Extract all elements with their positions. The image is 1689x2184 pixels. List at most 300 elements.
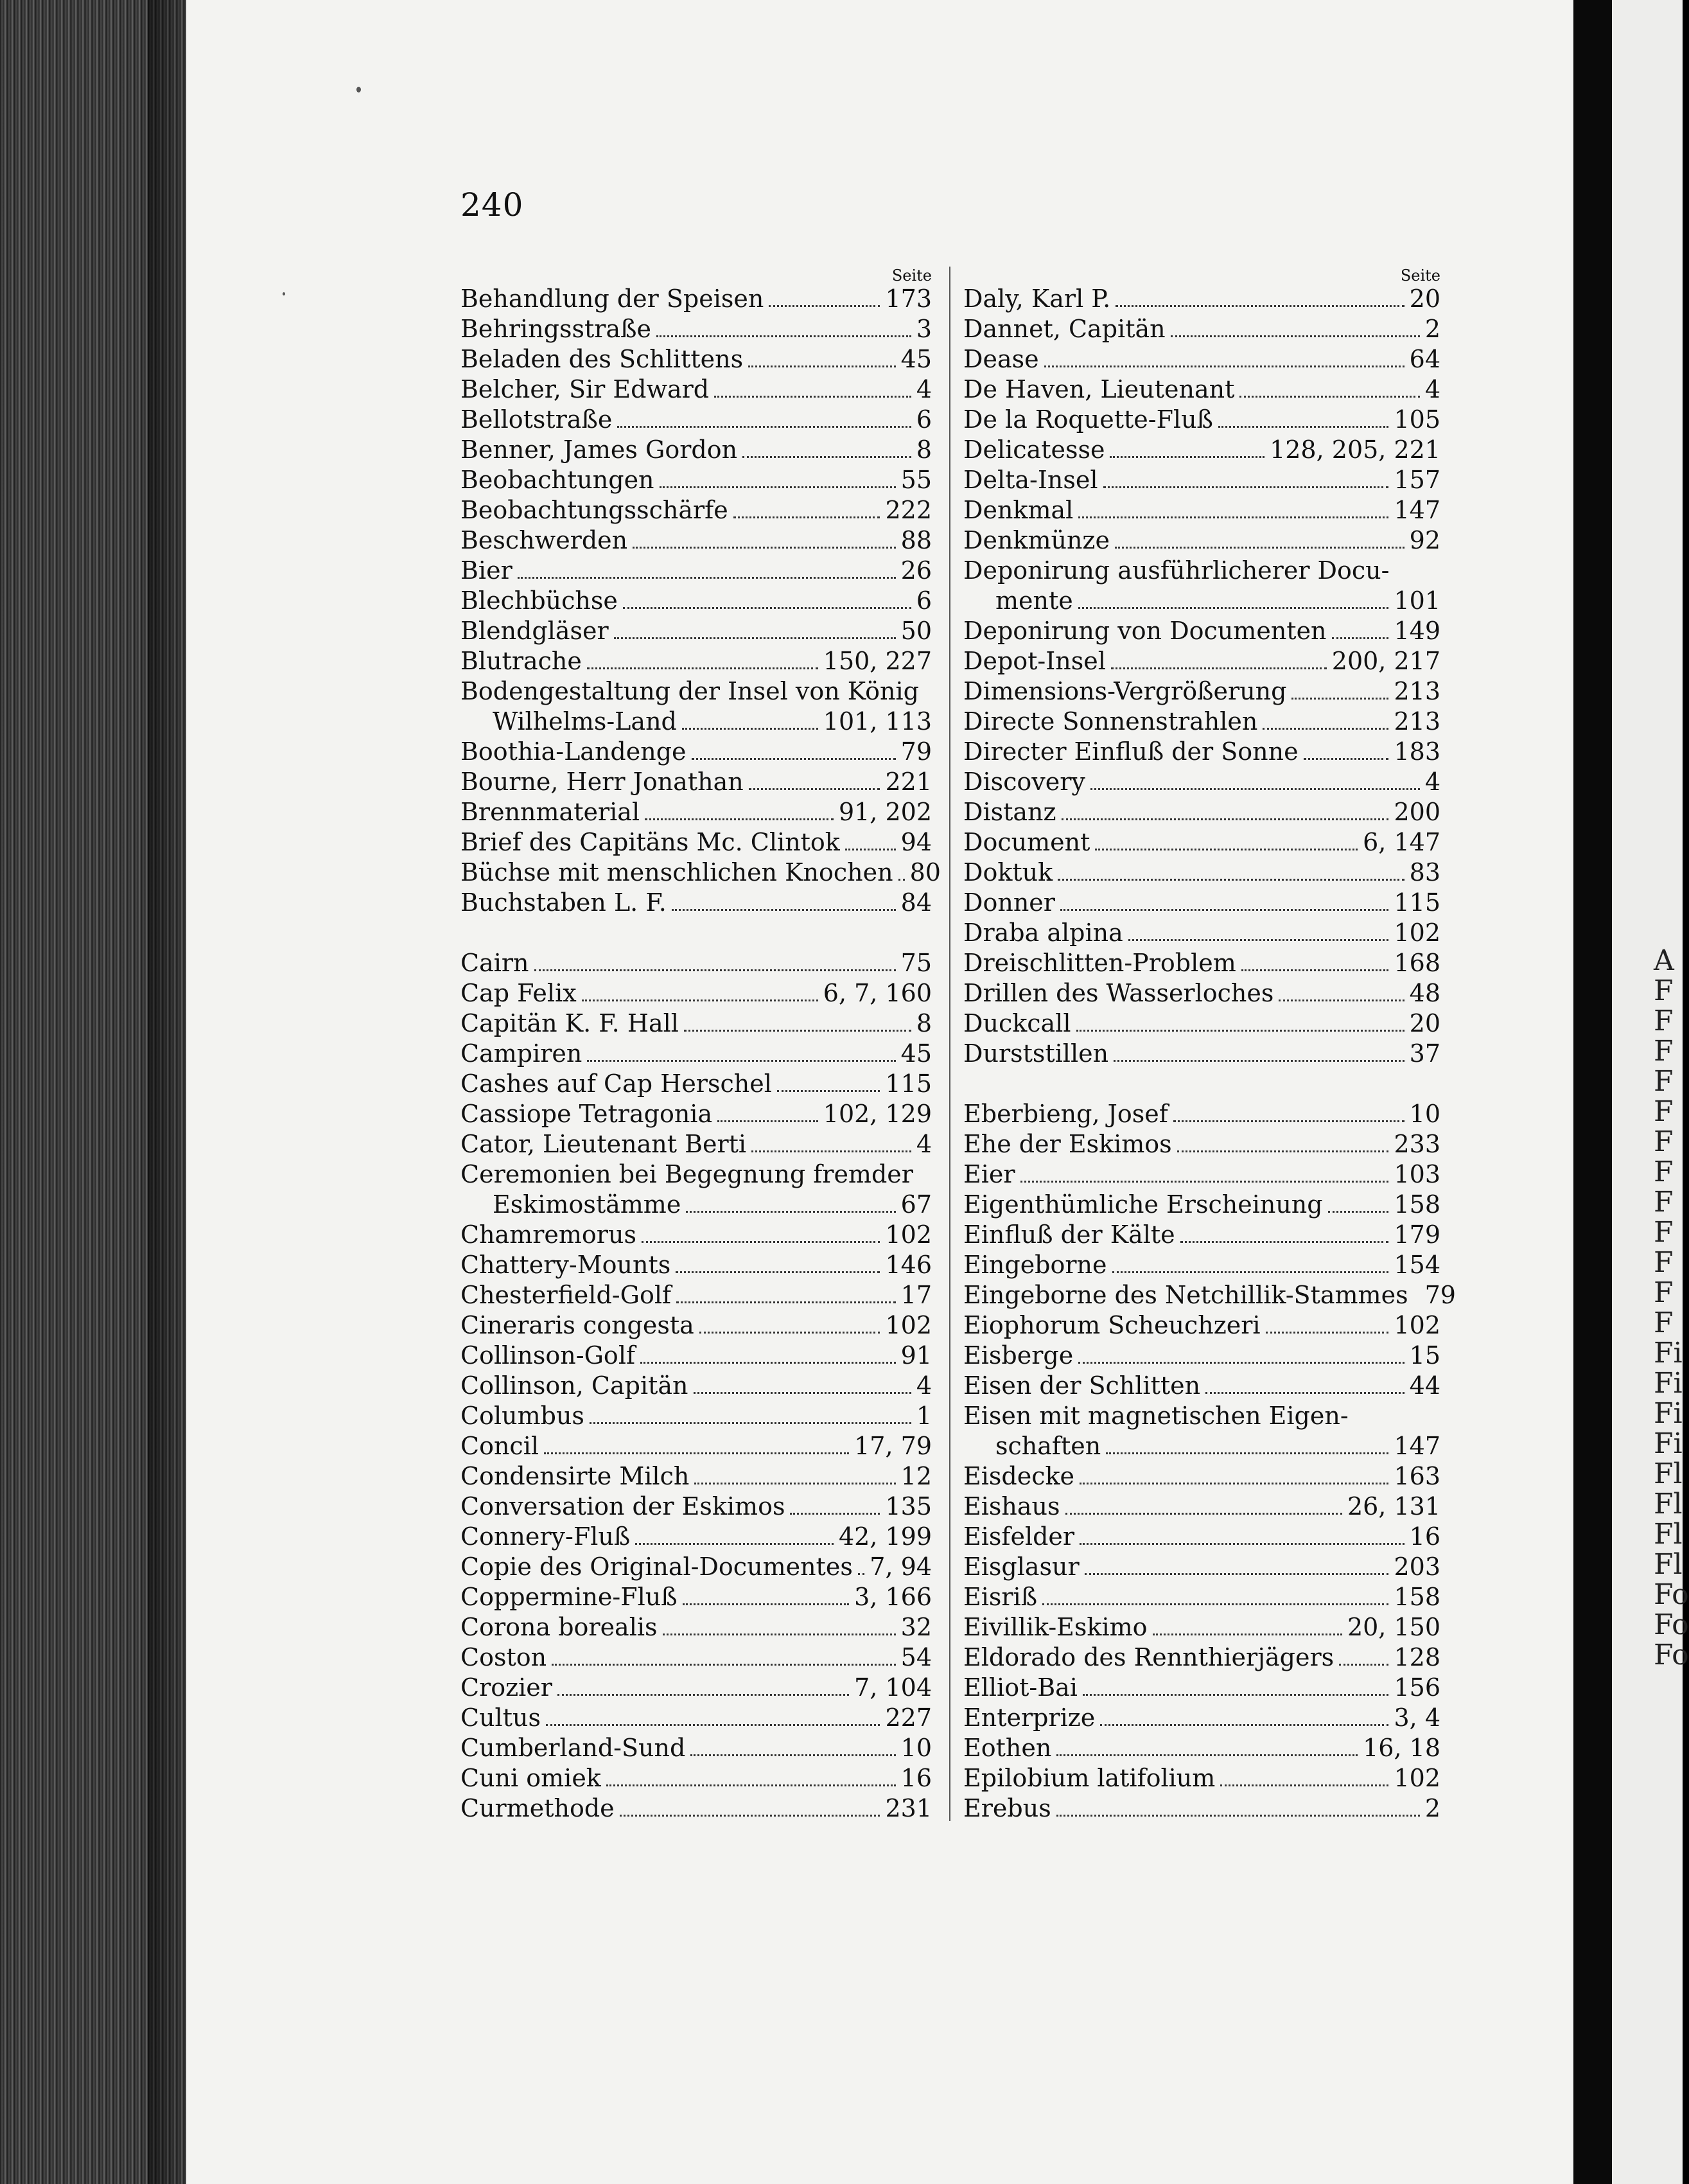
page-reference: 103 — [1394, 1160, 1440, 1188]
dot-leader — [1116, 305, 1404, 307]
index-term: Blechbüchse — [460, 586, 618, 615]
speck-mark — [356, 87, 361, 92]
next-page-letter: F — [1654, 1125, 1674, 1158]
index-term: Cashes auf Cap Herschel — [460, 1070, 772, 1098]
index-entry — [963, 767, 1440, 797]
index-term: Delta-Insel — [963, 466, 1098, 494]
page-reference: 45 — [900, 1039, 932, 1068]
page-reference: 163 — [1394, 1462, 1440, 1490]
page-reference: 16 — [1409, 1522, 1440, 1551]
next-page-letter: Fi — [1654, 1427, 1683, 1460]
index-term: Cairn — [460, 949, 529, 977]
index-term: Beobachtungen — [460, 466, 654, 494]
page-reference: 44 — [1409, 1371, 1440, 1400]
page-reference: 101 — [1394, 586, 1440, 615]
index-term: Eisdecke — [963, 1462, 1075, 1490]
page-reference: 55 — [900, 466, 932, 494]
dot-leader — [1153, 1634, 1342, 1635]
dot-leader — [1060, 909, 1389, 911]
index-entry — [963, 797, 1440, 827]
page-reference: 156 — [1394, 1673, 1440, 1702]
page-reference: 91 — [900, 1341, 932, 1369]
dot-leader — [1080, 1483, 1388, 1484]
index-term: Beschwerden — [460, 526, 628, 554]
index-entry — [963, 1341, 1440, 1371]
dot-leader — [1180, 1241, 1389, 1243]
dot-leader — [742, 456, 911, 458]
index-entry — [460, 1552, 932, 1582]
index-term: Cumberland-Sund — [460, 1734, 686, 1762]
index-term: Crozier — [460, 1673, 552, 1702]
index-entry — [460, 284, 932, 314]
page-reference: 32 — [900, 1613, 932, 1641]
dot-leader — [1078, 607, 1389, 609]
index-term: Delicatesse — [963, 436, 1105, 464]
dot-leader — [1177, 1150, 1389, 1152]
page-reference: 102 — [1394, 1311, 1440, 1339]
index-term: Capitän K. F. Hall — [460, 1009, 679, 1037]
index-entry — [963, 1159, 1440, 1190]
dot-leader — [544, 1452, 849, 1454]
index-entry — [460, 1099, 932, 1129]
page-reference: 4 — [1424, 768, 1440, 796]
dot-leader — [1095, 849, 1358, 850]
index-term: Conversation der Eskimos — [460, 1492, 785, 1520]
dot-leader — [686, 1211, 895, 1213]
dot-leader — [699, 1332, 880, 1334]
dot-leader — [656, 335, 911, 337]
next-page-letter: Fi — [1654, 1337, 1683, 1369]
dot-leader — [1128, 939, 1389, 941]
next-page-letter: F — [1654, 1065, 1674, 1098]
index-term: schaften — [995, 1432, 1101, 1460]
index-term: Einfluß der Kälte — [963, 1220, 1175, 1249]
page-reference: 150, 227 — [823, 647, 932, 675]
page-reference: 3, 166 — [854, 1583, 932, 1611]
next-page-letter: F — [1654, 1005, 1674, 1037]
page-reference: 67 — [900, 1190, 932, 1219]
index-entry — [963, 1401, 1440, 1431]
page-reference: 200 — [1394, 798, 1440, 826]
page-reference: 8 — [916, 436, 932, 464]
page-reference: 42, 199 — [838, 1522, 932, 1551]
index-entry — [963, 1733, 1440, 1763]
dot-leader — [1078, 516, 1388, 518]
dot-leader — [546, 1724, 880, 1726]
index-entry — [460, 1310, 932, 1341]
index-entry — [963, 1431, 1440, 1461]
index-entry — [963, 1793, 1440, 1824]
dot-leader — [1332, 637, 1389, 639]
dot-leader — [1205, 1392, 1405, 1394]
next-page-letter: Fi — [1654, 1397, 1683, 1430]
index-entry — [460, 1793, 932, 1824]
dot-leader — [1266, 1332, 1389, 1334]
dot-leader — [1103, 486, 1389, 488]
dot-leader — [694, 1483, 895, 1484]
next-page-letter: F — [1654, 1276, 1674, 1309]
dot-leader — [1339, 1664, 1388, 1666]
page-reference: 8 — [916, 1009, 932, 1037]
index-term: Epilobium latifolium — [963, 1764, 1216, 1792]
index-entry — [460, 314, 932, 344]
next-page-letter: Fl — [1654, 1488, 1683, 1520]
index-term: Benner, James Gordon — [460, 436, 738, 464]
column-divider — [949, 267, 950, 1821]
dot-leader — [1328, 1211, 1389, 1213]
page-reference: 149 — [1394, 617, 1440, 645]
index-entry — [460, 465, 932, 495]
dot-leader — [777, 1090, 880, 1092]
index-entry — [460, 1461, 932, 1492]
index-entry — [460, 616, 932, 646]
next-page-letter: F — [1654, 974, 1674, 1007]
dot-leader — [845, 849, 896, 850]
page-reference: 102 — [1394, 919, 1440, 947]
page-reference: 12 — [900, 1462, 932, 1490]
index-entry — [460, 556, 932, 586]
dot-leader — [790, 1513, 880, 1515]
index-entry — [460, 1341, 932, 1371]
index-term: Directe Sonnenstrahlen — [963, 707, 1258, 735]
index-term: Duckcall — [963, 1009, 1071, 1037]
index-entry — [460, 767, 932, 797]
index-term: Ceremonien bei Begegnung fremder — [460, 1160, 913, 1188]
page-reference: 135 — [885, 1492, 932, 1520]
index-term: Campiren — [460, 1039, 582, 1068]
dot-leader — [1042, 1603, 1388, 1605]
index-term: Bourne, Herr Jonathan — [460, 768, 744, 796]
index-term: Collinson-Golf — [460, 1341, 636, 1369]
index-entry — [963, 1190, 1440, 1220]
dot-leader — [587, 1060, 895, 1062]
index-entry — [460, 1582, 932, 1612]
index-entry — [460, 707, 932, 737]
index-term: Eier — [963, 1160, 1015, 1188]
index-term: Eothen — [963, 1734, 1052, 1762]
index-entry — [963, 1310, 1440, 1341]
index-entry — [460, 1673, 932, 1703]
index-term: Brennmaterial — [460, 798, 640, 826]
page-reference: 102 — [1394, 1764, 1440, 1792]
page-reference: 10 — [1409, 1100, 1440, 1128]
index-term: Erebus — [963, 1794, 1051, 1822]
index-entry — [460, 1159, 932, 1190]
index-entry — [963, 314, 1440, 344]
page-reference: 2 — [1424, 315, 1440, 343]
dot-leader — [1291, 698, 1388, 700]
index-entry — [963, 556, 1440, 586]
page-reference: 102 — [885, 1220, 932, 1249]
index-entry — [460, 374, 932, 405]
dot-leader — [552, 1664, 896, 1666]
index-entry — [963, 978, 1440, 1008]
dot-leader — [1056, 1754, 1358, 1756]
dot-leader — [1112, 1271, 1389, 1273]
index-term: Chattery-Mounts — [460, 1251, 671, 1279]
dot-leader — [1304, 758, 1389, 760]
index-term: Drillen des Wasserloches — [963, 979, 1274, 1007]
index-entry — [963, 707, 1440, 737]
index-entry — [460, 978, 932, 1008]
index-column-right — [963, 284, 1456, 1824]
page-reference: 105 — [1394, 405, 1440, 434]
index-entry — [460, 827, 932, 858]
index-entry — [963, 1371, 1440, 1401]
page-reference: 115 — [885, 1070, 932, 1098]
page-reference: 227 — [885, 1704, 932, 1732]
page-reference: 26, 131 — [1347, 1492, 1440, 1520]
index-term: Eskimostämme — [493, 1190, 681, 1219]
dot-leader — [1218, 426, 1389, 428]
page-reference: 1 — [916, 1402, 932, 1430]
next-page-letter: F — [1654, 1186, 1674, 1219]
page-reference: 64 — [1409, 345, 1440, 373]
index-entry — [460, 858, 941, 888]
index-entry — [963, 1492, 1440, 1522]
index-term: Denkmünze — [963, 526, 1110, 554]
index-entry — [460, 344, 932, 374]
page-reference: 231 — [885, 1794, 932, 1822]
page-reference: 157 — [1394, 466, 1440, 494]
index-entry — [460, 1401, 932, 1431]
index-entry — [963, 1129, 1440, 1159]
index-entry — [460, 1280, 932, 1310]
index-entry — [963, 827, 1440, 858]
page-reference: 146 — [885, 1251, 932, 1279]
index-term: De la Roquette-Fluß — [963, 405, 1213, 434]
page-reference: 213 — [1394, 677, 1440, 705]
index-term: Behandlung der Speisen — [460, 285, 764, 313]
index-term: Dreischlitten-Problem — [963, 949, 1236, 977]
dot-leader — [587, 667, 818, 669]
dot-leader — [557, 1694, 849, 1696]
dot-leader — [1106, 1452, 1388, 1454]
index-term: Columbus — [460, 1402, 584, 1430]
index-entry — [963, 1642, 1440, 1673]
dot-leader — [606, 1784, 896, 1786]
index-entry — [963, 646, 1440, 676]
index-entry — [460, 1190, 932, 1220]
page-reference: 4 — [916, 1130, 932, 1158]
index-entry — [460, 1129, 932, 1159]
page-reference: 75 — [900, 949, 932, 977]
next-page-letter: Fl — [1654, 1548, 1683, 1581]
index-entry — [460, 1069, 932, 1099]
page-reference: 147 — [1394, 1432, 1440, 1460]
page-reference: 179 — [1394, 1220, 1440, 1249]
page-reference: 7, 104 — [854, 1673, 932, 1702]
next-page-letter: F — [1654, 1156, 1674, 1188]
index-term: Bodengestaltung der Insel von König — [460, 677, 919, 705]
page-gap — [1573, 0, 1612, 2184]
dot-leader — [1279, 1000, 1404, 1001]
index-term: Cator, Lieutenant Berti — [460, 1130, 747, 1158]
index-entry — [963, 465, 1440, 495]
index-term: Büchse mit menschlichen Knochen — [460, 858, 893, 886]
dot-leader — [534, 969, 896, 971]
page-reference: 158 — [1394, 1583, 1440, 1611]
page-reference: 26 — [900, 556, 932, 585]
index-entry — [963, 1552, 1440, 1582]
index-entry — [963, 858, 1440, 888]
index-term: Buchstaben L. F. — [460, 888, 667, 917]
page-reference: 115 — [1394, 888, 1440, 917]
index-term: Blutrache — [460, 647, 582, 675]
page-reference: 7, 94 — [870, 1553, 932, 1581]
index-term: Eisen mit magnetischen Eigen- — [963, 1402, 1349, 1430]
page-reference: 94 — [900, 828, 932, 856]
index-entry — [460, 405, 932, 435]
index-entry — [460, 676, 932, 707]
next-page-letter: F — [1654, 1095, 1674, 1128]
index-entry — [963, 1250, 1440, 1280]
index-term: Daly, Karl P. — [963, 285, 1111, 313]
index-entry — [963, 1522, 1440, 1552]
index-term: Eivillik-Eskimo — [963, 1613, 1148, 1641]
page-number: 240 — [460, 186, 524, 224]
index-term: Curmethode — [460, 1794, 615, 1822]
index-entry — [963, 676, 1440, 707]
index-entry — [963, 888, 1440, 918]
index-term: Eishaus — [963, 1492, 1060, 1520]
index-entry — [963, 1039, 1440, 1069]
page-reference: 102, 129 — [823, 1100, 932, 1128]
dot-leader — [1241, 969, 1389, 971]
dot-leader — [1058, 879, 1404, 881]
index-term: Collinson, Capitän — [460, 1371, 688, 1400]
dot-leader — [1263, 728, 1388, 730]
dot-leader — [1220, 1784, 1388, 1786]
dot-leader — [714, 396, 911, 398]
index-term: Wilhelms-Land — [493, 707, 677, 735]
index-entry — [963, 435, 1440, 465]
index-entry — [963, 586, 1440, 616]
index-entry — [460, 737, 932, 767]
dot-leader — [683, 1603, 850, 1605]
index-term: Chamremorus — [460, 1220, 636, 1249]
index-entry — [963, 948, 1440, 978]
index-entry — [460, 1250, 932, 1280]
index-term: Eingeborne — [963, 1251, 1107, 1279]
page-reference: 147 — [1394, 496, 1440, 524]
dot-leader — [748, 365, 896, 367]
page-reference: 15 — [1409, 1341, 1440, 1369]
page-reference: 88 — [900, 526, 932, 554]
dot-leader — [694, 1392, 911, 1394]
index-entry — [963, 1461, 1440, 1492]
dot-leader — [1115, 547, 1405, 549]
index-term: Eisglasur — [963, 1553, 1080, 1581]
dot-leader — [676, 1271, 880, 1273]
index-entry — [460, 1733, 932, 1763]
dot-leader — [1111, 667, 1327, 669]
dot-leader — [1114, 1060, 1405, 1062]
page-reference: 233 — [1394, 1130, 1440, 1158]
dot-leader — [858, 1573, 864, 1575]
next-page-letter: Fl — [1654, 1518, 1683, 1551]
next-page-letter: Fo — [1654, 1578, 1689, 1611]
dot-leader — [1062, 818, 1389, 820]
index-term: Draba alpina — [963, 919, 1123, 947]
section-gap — [963, 1069, 1440, 1099]
page-reference: 20 — [1409, 1009, 1440, 1037]
index-entry — [460, 948, 932, 978]
index-term: Donner — [963, 888, 1055, 917]
index-term: Brief des Capitäns Mc. Clintok — [460, 828, 840, 856]
dot-leader — [898, 879, 905, 881]
page-reference: 17 — [900, 1281, 932, 1309]
page-reference: 168 — [1394, 949, 1440, 977]
dot-leader — [733, 516, 880, 518]
dot-leader — [635, 1543, 834, 1545]
dot-leader — [614, 637, 896, 639]
page-reference: 45 — [900, 345, 932, 373]
index-entry — [460, 1642, 932, 1673]
index-entry — [460, 525, 932, 556]
next-page-letter: F — [1654, 1216, 1674, 1249]
index-term: Beobachtungsschärfe — [460, 496, 728, 524]
index-term: Enterprize — [963, 1704, 1096, 1732]
dot-leader — [620, 1815, 880, 1817]
next-page-letter: Fo — [1654, 1639, 1689, 1671]
index-entry — [963, 1220, 1440, 1250]
index-term: Denkmal — [963, 496, 1074, 524]
index-entry — [963, 616, 1440, 646]
index-entry — [460, 1008, 932, 1039]
page-reference: 128 — [1394, 1643, 1440, 1671]
index-term: Eisfelder — [963, 1522, 1075, 1551]
index-entry — [963, 284, 1440, 314]
dot-leader — [663, 1634, 896, 1635]
index-entry — [963, 918, 1440, 948]
index-term: Eingeborne des Netchillik-Stammes — [963, 1281, 1408, 1309]
dot-leader — [623, 607, 911, 609]
index-entry — [963, 1008, 1440, 1039]
index-term: Cultus — [460, 1704, 541, 1732]
index-term: Blendgläser — [460, 617, 609, 645]
index-term: Dease — [963, 345, 1039, 373]
dot-leader — [617, 426, 911, 428]
index-entry — [460, 1703, 932, 1733]
index-term: Connery-Fluß — [460, 1522, 631, 1551]
dot-leader — [1065, 1513, 1342, 1515]
index-entry — [460, 888, 932, 918]
dot-leader — [1090, 788, 1420, 790]
page-reference: 37 — [1409, 1039, 1440, 1068]
index-entry — [963, 1280, 1456, 1310]
page-reference: 79 — [900, 737, 932, 766]
index-entry — [460, 1431, 932, 1461]
dot-leader — [1239, 396, 1419, 398]
next-page-letter: F — [1654, 1307, 1674, 1339]
page-reference: 3 — [916, 315, 932, 343]
dot-leader — [751, 1150, 911, 1152]
next-page-letter: A — [1654, 944, 1674, 977]
next-page-letter: Fl — [1654, 1457, 1683, 1490]
next-page-letter: Fi — [1654, 1367, 1683, 1400]
seite-header-left: Seite — [891, 267, 932, 285]
page-reference: 10 — [900, 1734, 932, 1762]
dot-leader — [1083, 1694, 1389, 1696]
index-entry — [460, 1492, 932, 1522]
index-entry — [963, 737, 1440, 767]
dot-leader — [672, 909, 896, 911]
index-term: Durststillen — [963, 1039, 1109, 1068]
dot-leader — [582, 1000, 818, 1001]
page-reference: 48 — [1409, 979, 1440, 1007]
index-entry — [460, 797, 932, 827]
